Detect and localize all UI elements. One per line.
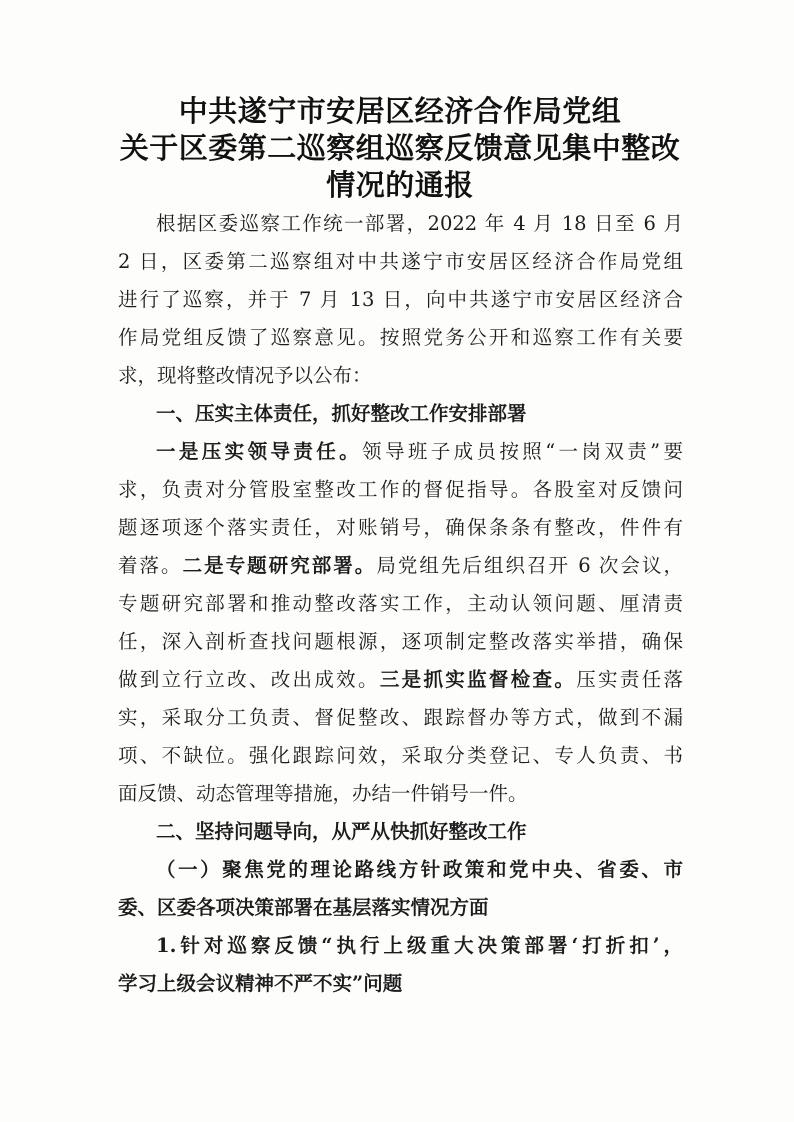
section-1-line-3: 题逐项逐个落实责任，对账销号，确保条条有整改，件件有 [118,516,683,539]
item-1-line-1: 1.针对巡察反馈“执行上级重大决策部署‘打折扣’， [156,934,683,957]
section-1-line-1 [156,437,683,467]
section-1-line-9: 项、不缺位。强化跟踪问效，采取分类登记、专人负责、书 [118,744,683,767]
document-title-line-2: 关于区委第二巡察组巡察反馈意见集中整改 [119,131,681,165]
intro-line-1: 根据区委巡察工作统一部署，2022 年 4 月 18 日至 6 月 [156,212,683,235]
point-2-lead: 二是专题研究部署。 [182,554,377,577]
intro-line-3: 进行了巡察，并于 7 月 13 日，向中共遂宁市安居区经济合 [118,288,683,311]
section-1-line-6: 任，深入剖析查找问题根源，逐项制定整改落实举措，确保 [118,630,683,653]
section-1-line-10: 面反馈、动态管理等措施，办结一件销号一件。 [118,782,528,805]
section-2-heading: 二、坚持问题导向，从严从快抓好整改工作 [156,820,527,843]
document-title-line-1: 中共遂宁市安居区经济合作局党组 [178,94,622,128]
section-1-line-4 [118,551,683,581]
point-3-text: 压实责任落 [576,668,683,691]
item-1-line-2: 学习上级会议精神不严不实”问题 [118,972,403,995]
section-1-line-5: 专题研究部署和推动整改落实工作，主动认领问题、厘清责 [118,592,683,615]
point-1-lead: 一是压实领导责任。 [156,440,363,463]
intro-line-2: 2 日，区委第二巡察组对中共遂宁市安居区经济合作局党组 [118,250,683,273]
document-title-line-3: 情况的通报 [326,168,474,202]
intro-line-5: 求，现将整改情况予以公布： [118,364,372,387]
section-2-subheading-line-1: （一）聚焦党的理论路线方针政策和党中央、省委、市 [156,858,683,881]
intro-line-4: 作局党组反馈了巡察意见。按照党务公开和巡察工作有关要 [118,326,683,349]
section-1-line-2: 求，负责对分管股室整改工作的督促指导。各股室对反馈问 [118,478,683,501]
section-1-line-8: 实，采取分工负责、督促整改、跟踪督办等方式，做到不漏 [118,706,683,729]
point-1-text: 领导班子成员按照“一岗双责”要 [362,440,683,463]
section-1-heading: 一、压实主体责任，抓好整改工作安排部署 [156,402,527,425]
point-3-lead: 三是抓实监督检查。 [379,668,577,691]
point-2-end: 做到立行立改、改出成效。 [118,668,380,691]
point-1-end: 着落。 [118,554,183,577]
section-2-subheading-line-2: 委、区委各项决策部署在基层落实情况方面 [118,896,489,919]
point-2-text: 局党组先后组织召开 6 次会议， [376,554,683,577]
section-1-line-7 [118,665,683,695]
